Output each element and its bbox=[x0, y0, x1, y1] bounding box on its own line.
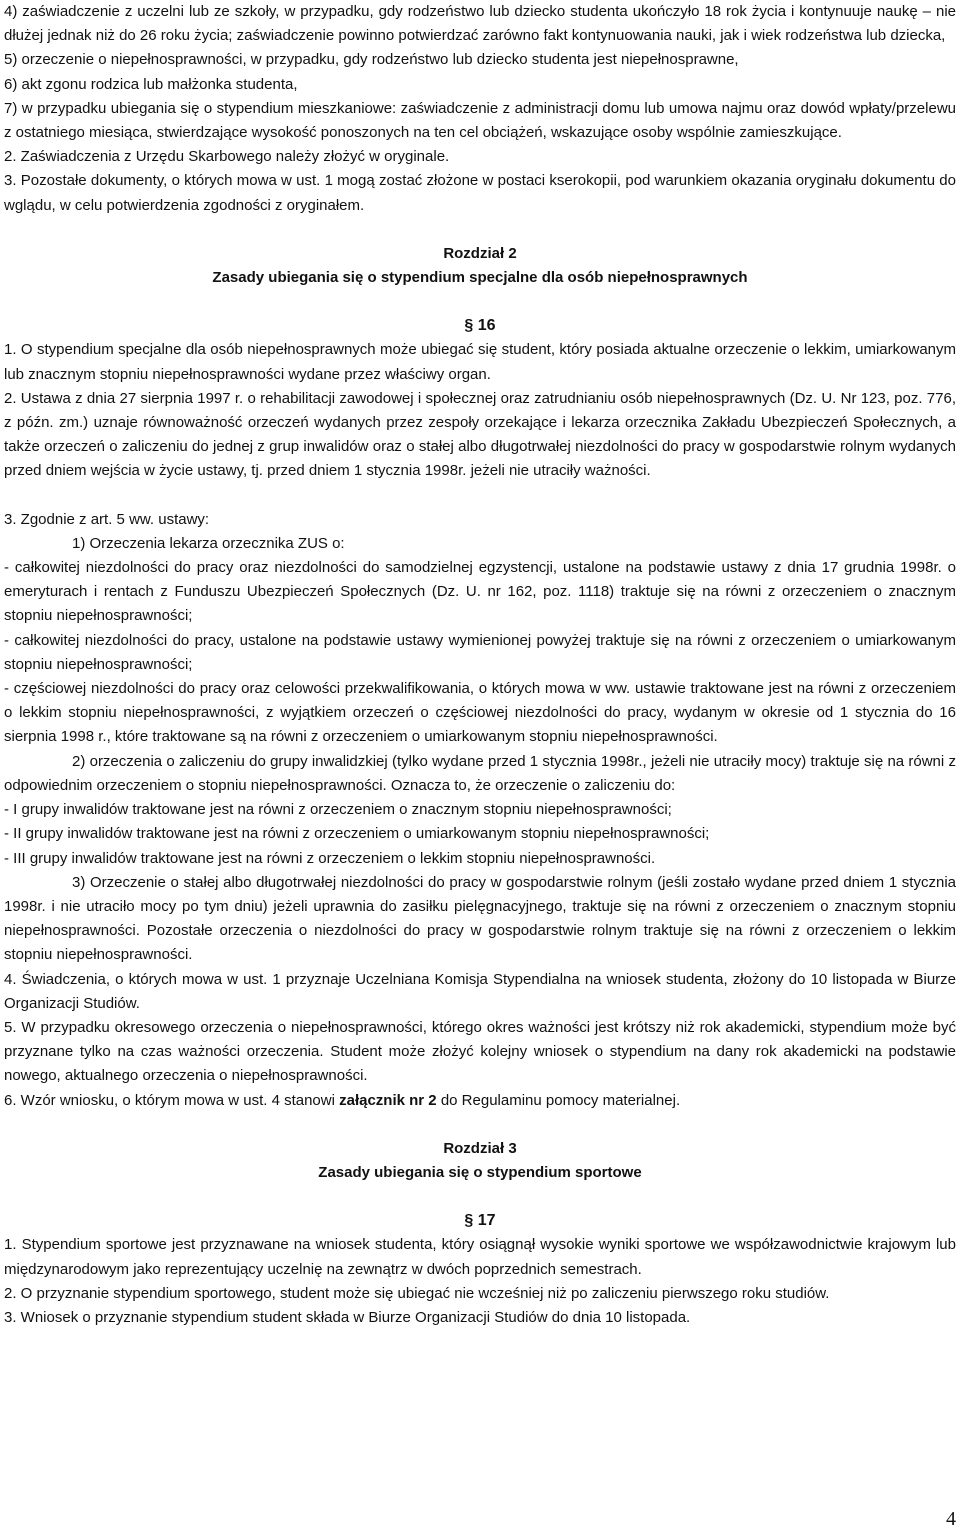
ch2-point-6-text: 6. Wzór wniosku, o którym mowa w ust. 4 stanowi bbox=[4, 1091, 340, 1109]
ch2-point-2: 2. Ustawa z dnia 27 sierpnia 1997 r. o rehabilitacji zawodowej i społecznej oraz zatrudnianiu osób niepełnosprawnych (Dz. U. Nr 123, poz. 776, z późn. zm.) uznaje równoważność orzeczeń wydanych przez zespoły orzekające i lekarza orzecznika Zakładu Ubezpieczeń Społecznych, a także orzeczeń o zaliczeniu do jednej z grup inwalidów oraz o stałej albo długotrwałej niezdolności do pracy w gospodarstwie rolnym wydanych przed dniem wejścia w życie ustawy, tj. przed dniem 1 stycznia 1998r. jeżeli nie utraciły ważności. bbox=[4, 389, 956, 480]
paragraph-17-number: 17 bbox=[477, 1212, 496, 1230]
ch2-point-3: 3. Zgodnie z art. 5 ww. ustawy: bbox=[4, 510, 210, 528]
paragraph-16-heading: § 16 bbox=[464, 317, 496, 335]
chapter-3-title: Rozdział 3 bbox=[443, 1139, 517, 1157]
ch3-point-3: 3. Wniosek o przyznanie stypendium student składa w Biurze Organizacji Studiów do dnia 10 listopada. bbox=[4, 1308, 691, 1326]
ch3-point-1: 1. Stypendium sportowe jest przyznawane na wniosek studenta, który osiągnął wysokie wyniki sportowe we współzawodnictwie krajowym lub międzynarodowym jako reprezentujący uczelnię na zewnątrz w dwóch poprzednich semestrach. bbox=[4, 1236, 956, 1278]
ch2-point-4: 4. Świadczenia, o których mowa w ust. 1 przyznaje Uczelniana Komisja Stypendialna na wniosek studenta, złożony do 10 listopada w Biurze Organizacji Studiów. bbox=[4, 970, 956, 1012]
ch3-point-2: 2. O przyznanie stypendium sportowego, student może się ubiegać nie wcześniej niż po zaliczeniu pierwszego roku studiów. bbox=[4, 1284, 830, 1302]
chapter-2-subtitle: Zasady ubiegania się o stypendium specjalne dla osób niepełnosprawnych bbox=[212, 269, 748, 287]
ch2-point-5: 5. W przypadku okresowego orzeczenia o niepełnosprawności, którego okres ważności jest krótszy niż rok akademicki, stypendium może być przyznane tylko na czas ważności orzeczenia. Student może złożyć kolejny wniosek o stypendium na dany rok akademicki na podstawie nowego, aktualnego orzeczenia o niepełnosprawności. bbox=[4, 1018, 956, 1085]
paragraph-17-heading: § 17 bbox=[464, 1212, 496, 1230]
page-number: 4 bbox=[946, 1507, 956, 1530]
point-2: 2. Zaświadczenia z Urzędu Skarbowego należy złożyć w oryginale. bbox=[4, 148, 450, 166]
chapter-2-title: Rozdział 2 bbox=[443, 244, 517, 262]
ch2-point-3-1-c: - częściowej niezdolności do pracy oraz celowości przekwalifikowania, o których mowa w ww. ustawie traktowane jest na równi z orzeczeniem o lekkim stopniu niepełnosprawności, z wyjątkiem orzeczeń o częściowej niezdolności do pracy, wydanym w okresie od 1 stycznia do 16 sierpnia 1998 r., które traktowane są na równi z orzeczeniem o umiarkowanym stopniu niepełnosprawności. bbox=[4, 680, 956, 746]
chapter-3-subtitle: Zasady ubiegania się o stypendium sportowe bbox=[318, 1163, 642, 1181]
ch2-point-3-1-b: - całkowitej niezdolności do pracy, ustalone na podstawie ustawy wymienionej powyżej traktuje się na równi z orzeczeniem o umiarkowanym stopniu niepełnosprawności; bbox=[4, 631, 956, 673]
ch2-point-3-1: 1) Orzeczenia lekarza orzecznika ZUS o: bbox=[72, 534, 345, 552]
attachment-reference: załącznik nr 2 bbox=[339, 1091, 437, 1109]
ch2-point-3-2: 2) orzeczenia o zaliczeniu do grupy inwalidzkiej (tylko wydane przed 1 stycznia 1998r., jeżeli nie utraciły mocy) traktuje się na równi z odpowiednim orzeczeniem o stopniu niepełnosprawności. Oznacza to, że orzeczenie o zaliczeniu do: bbox=[4, 752, 956, 794]
item-7: 7) w przypadku ubiegania się o stypendium mieszkaniowe: zaświadczenie z administracji domu lub umowa najmu oraz dowód wpłaty/przelewu z ostatniego miesiąca, stwierdzające wysokość ponoszonych na ten cel obciążeń, wskazujące osoby wspólnie zamieszkujące. bbox=[4, 99, 956, 142]
ch2-point-3-2-a: - I grupy inwalidów traktowane jest na równi z orzeczeniem o znacznym stopniu niepełnosprawności; bbox=[4, 801, 672, 819]
item-6: 6) akt zgonu rodzica lub małżonka studenta, bbox=[4, 75, 298, 93]
ch2-point-6 bbox=[4, 1089, 956, 1113]
item-5: 5) orzeczenie o niepełnosprawności, w przypadku, gdy rodzeństwo lub dziecko studenta jest niepełnosprawne, bbox=[4, 51, 739, 69]
ch2-point-3-1-a: - całkowitej niezdolności do pracy oraz niezdolności do samodzielnej egzystencji, ustalone na podstawie ustawy z dnia 17 grudnia 1998r. o emeryturach i rentach z Funduszu Ubezpieczeń Społecznych (Dz. U. nr 162, poz. 1118) traktuje się na równi z orzeczeniem o znacznym stopniu niepełnosprawności; bbox=[4, 559, 956, 625]
paragraph-16-number: 16 bbox=[477, 317, 496, 335]
ch2-point-3-3: 3) Orzeczenie o stałej albo długotrwałej niezdolności do pracy w gospodarstwie rolnym (jeśli zostało wydane przed dniem 1 stycznia 1998r. i nie utraciło mocy po tym dniu) jeżeli uprawnia do zasiłku pielęgnacyjnego, traktuje się na równi z orzeczeniem o znacznym stopniu niepełnosprawności. Pozostałe orzeczenia o niezdolności do pracy w gospodarstwie rolnym traktuje się na równi z orzeczeniem o lekkim stopniu niepełnosprawności. bbox=[4, 873, 956, 964]
ch2-point-3-2-b: - II grupy inwalidów traktowane jest na równi z orzeczeniem o umiarkowanym stopniu niepełnosprawności; bbox=[4, 825, 710, 843]
item-4: 4) zaświadczenie z uczelni lub ze szkoły, w przypadku, gdy rodzeństwo lub dziecko studenta ukończyło 18 rok życia i kontynuuje naukę – nie dłużej jednak niż do 26 roku życia; zaświadczenie powinno potwierdzać zarówno fakt kontynuowania nauki, jak i wiek rodzeństwa lub dziecka, bbox=[4, 3, 956, 45]
point-3: 3. Pozostałe dokumenty, o których mowa w ust. 1 mogą zostać złożone w postaci kserokopii, pod warunkiem okazania oryginału dokumentu do wglądu, w celu potwierdzenia zgodności z oryginałem. bbox=[4, 172, 956, 214]
ch2-point-1: 1. O stypendium specjalne dla osób niepełnosprawnych może ubiegać się student, który posiada aktualne orzeczenie o lekkim, umiarkowanym lub znacznym stopniu niepełnosprawności wydane przez właściwy organ. bbox=[4, 341, 956, 383]
ch2-point-6-end: do Regulaminu pomocy materialnej. bbox=[436, 1091, 681, 1109]
ch2-point-3-2-c: - III grupy inwalidów traktowane jest na równi z orzeczeniem o lekkim stopniu niepełnosprawności. bbox=[4, 849, 656, 867]
